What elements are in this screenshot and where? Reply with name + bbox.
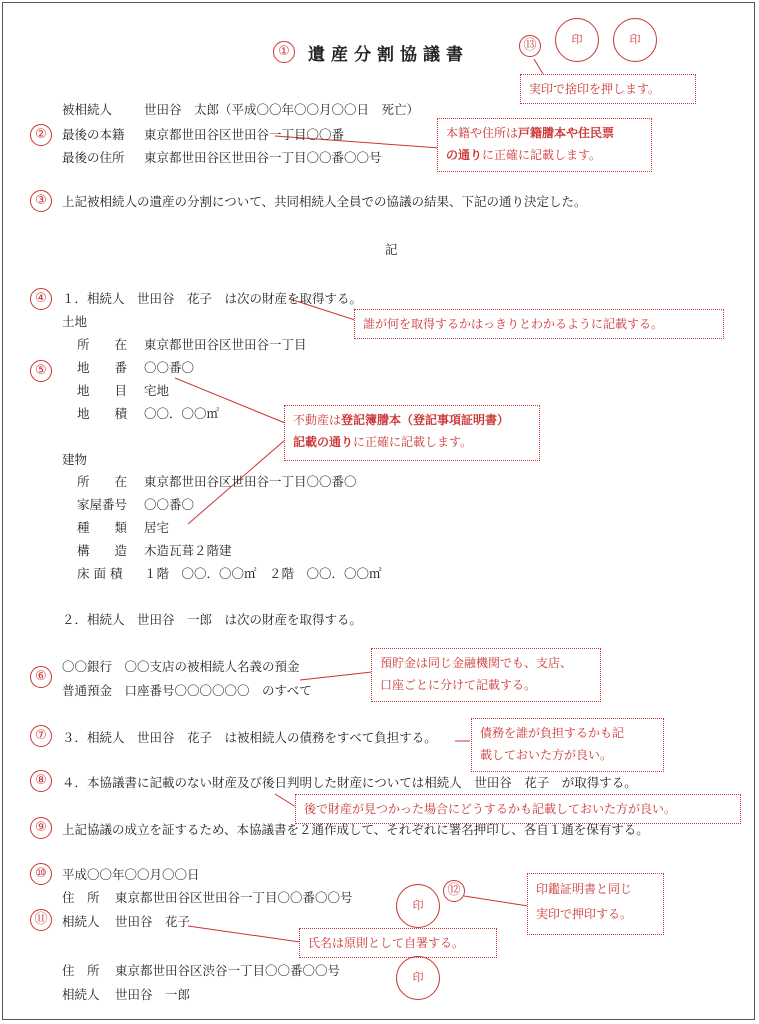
bldg-v-1: 〇〇番〇 bbox=[144, 497, 195, 512]
bldg-k-4: 床 面 積 bbox=[77, 566, 123, 581]
building-label: 建物 bbox=[62, 452, 88, 467]
note-8: 後で財産が見つかった場合にどうするかも記載しておいた方が良い。 bbox=[295, 794, 741, 824]
heir1-name: 世田谷 花子 bbox=[115, 914, 191, 929]
intro-text: 上記被相続人の遺産の分割について、共同相続人全員での協議の結果、下記の通り決定した。 bbox=[62, 194, 587, 209]
bldg-k-0: 所 在 bbox=[77, 474, 128, 489]
address-label: 最後の住所 bbox=[62, 150, 125, 165]
item3-text: ３．相続人 世田谷 花子 は被相続人の債務をすべて負担する。 bbox=[62, 730, 437, 745]
note-2 bbox=[437, 118, 652, 172]
heir2-address: 東京都世田谷区渋谷一丁目〇〇番〇〇号 bbox=[115, 963, 341, 978]
land-k-1: 地 番 bbox=[77, 360, 128, 375]
date-text: 平成〇〇年〇〇月〇〇日 bbox=[62, 867, 200, 882]
note-12-line-1: 印鑑証明書と同じ bbox=[536, 882, 633, 896]
note-6-line-2: 口座ごとに分けて記載する。 bbox=[380, 678, 537, 692]
address-value: 東京都世田谷区世田谷一丁目〇〇番〇〇号 bbox=[144, 150, 382, 165]
heir1-address-label: 住 所 bbox=[62, 890, 100, 905]
land-v-2: 宅地 bbox=[144, 383, 170, 398]
note-2-a: 本籍や住所は bbox=[446, 126, 519, 140]
marker-12: ⑫ bbox=[443, 880, 465, 902]
heir2-name-label: 相続人 bbox=[62, 987, 100, 1002]
domicile-label: 最後の本籍 bbox=[62, 127, 125, 142]
marker-8: ⑧ bbox=[30, 770, 52, 792]
note-7-line-2: 載しておいた方が良い。 bbox=[480, 748, 613, 762]
domicile-value: 東京都世田谷区世田谷一丁目〇〇番 bbox=[144, 127, 345, 142]
marker-13: ⑬ bbox=[519, 35, 541, 57]
land-k-2: 地 目 bbox=[77, 383, 128, 398]
ki-heading: 記 bbox=[385, 242, 398, 257]
note-5-d: に正確に記載します。 bbox=[353, 435, 473, 449]
seal-discard-1: 印 bbox=[555, 18, 599, 62]
marker-4: ④ bbox=[30, 288, 52, 310]
note-4: 誰が何を取得するかはっきりとわかるように記載する。 bbox=[354, 309, 724, 339]
note-2-c: の通り bbox=[446, 148, 483, 162]
land-v-3: 〇〇．〇〇㎡ bbox=[144, 406, 220, 421]
bldg-v-2: 居宅 bbox=[144, 520, 170, 535]
deposit-line-1: 〇〇銀行 〇〇支店の被相続人名義の預金 bbox=[62, 659, 300, 674]
note-5-c: 記載の通り bbox=[293, 435, 354, 449]
note-5-a: 不動産は bbox=[293, 413, 342, 427]
bldg-k-3: 構 造 bbox=[77, 543, 128, 558]
deposit-line-2: 普通預金 口座番号〇〇〇〇〇〇 のすべて bbox=[62, 683, 312, 698]
heir1-name-label: 相続人 bbox=[62, 914, 100, 929]
note-2-b: 戸籍謄本や住民票 bbox=[518, 126, 615, 140]
marker-10: ⑩ bbox=[30, 863, 52, 885]
marker-5: ⑤ bbox=[30, 360, 52, 382]
note-7-line-1: 債務を誰が負担するかも記 bbox=[480, 726, 625, 740]
note-7 bbox=[471, 718, 664, 772]
note-11: 氏名は原則として自署する。 bbox=[299, 928, 497, 958]
seal-discard-2: 印 bbox=[613, 18, 657, 62]
marker-3: ③ bbox=[30, 190, 52, 212]
deceased-value: 世田谷 太郎（平成〇〇年〇〇月〇〇日 死亡） bbox=[144, 102, 420, 117]
marker-11: ⑪ bbox=[30, 909, 52, 931]
proof-text: 上記協議の成立を証するため、本協議書を２通作成して、それぞれに署名押印し、各自１通を保有する。 bbox=[62, 822, 649, 837]
document-title: 遺産分割協議書 bbox=[308, 45, 469, 65]
land-k-3: 地 積 bbox=[77, 406, 128, 421]
deceased-label: 被相続人 bbox=[62, 102, 113, 117]
item1-heading: １．相続人 世田谷 花子 は次の財産を取得する。 bbox=[62, 291, 363, 306]
note-5 bbox=[284, 405, 540, 461]
seal-heir2: 印 bbox=[396, 956, 440, 1000]
land-label: 土地 bbox=[62, 314, 88, 329]
land-v-0: 東京都世田谷区世田谷一丁目 bbox=[144, 337, 307, 352]
land-k-0: 所 在 bbox=[77, 337, 128, 352]
note-12 bbox=[527, 873, 664, 935]
marker-1: ① bbox=[273, 41, 295, 63]
bldg-v-3: 木造瓦葺２階建 bbox=[144, 543, 232, 558]
land-v-1: 〇〇番〇 bbox=[144, 360, 195, 375]
note-6-line-1: 預貯金は同じ金融機関でも、支店、 bbox=[380, 656, 573, 670]
note-13: 実印で捨印を押します。 bbox=[520, 74, 696, 104]
bldg-k-2: 種 類 bbox=[77, 520, 128, 535]
marker-6: ⑥ bbox=[30, 666, 52, 688]
marker-7: ⑦ bbox=[30, 725, 52, 747]
bldg-v-0: 東京都世田谷区世田谷一丁目〇〇番〇 bbox=[144, 474, 357, 489]
note-5-b: 登記簿謄本（登記事項証明書） bbox=[341, 413, 510, 427]
heir1-address: 東京都世田谷区世田谷一丁目〇〇番〇〇号 bbox=[115, 890, 353, 905]
note-2-d: に正確に記載します。 bbox=[482, 148, 602, 162]
marker-2: ② bbox=[30, 124, 52, 146]
bldg-v-4: １階 〇〇．〇〇㎡ ２階 〇〇．〇〇㎡ bbox=[144, 566, 382, 581]
item2-heading: ２．相続人 世田谷 一郎 は次の財産を取得する。 bbox=[62, 612, 363, 627]
item4-text: ４．本協議書に記載のない財産及び後日判明した財産については相続人 世田谷 花子 が取得する。 bbox=[62, 775, 637, 790]
bldg-k-1: 家屋番号 bbox=[77, 497, 128, 512]
note-12-line-2: 実印で押印する。 bbox=[536, 907, 633, 921]
heir2-name: 世田谷 一郎 bbox=[115, 987, 191, 1002]
marker-9: ⑨ bbox=[30, 817, 52, 839]
heir2-address-label: 住 所 bbox=[62, 963, 100, 978]
note-6 bbox=[371, 648, 601, 702]
seal-heir1: 印 bbox=[396, 884, 440, 928]
